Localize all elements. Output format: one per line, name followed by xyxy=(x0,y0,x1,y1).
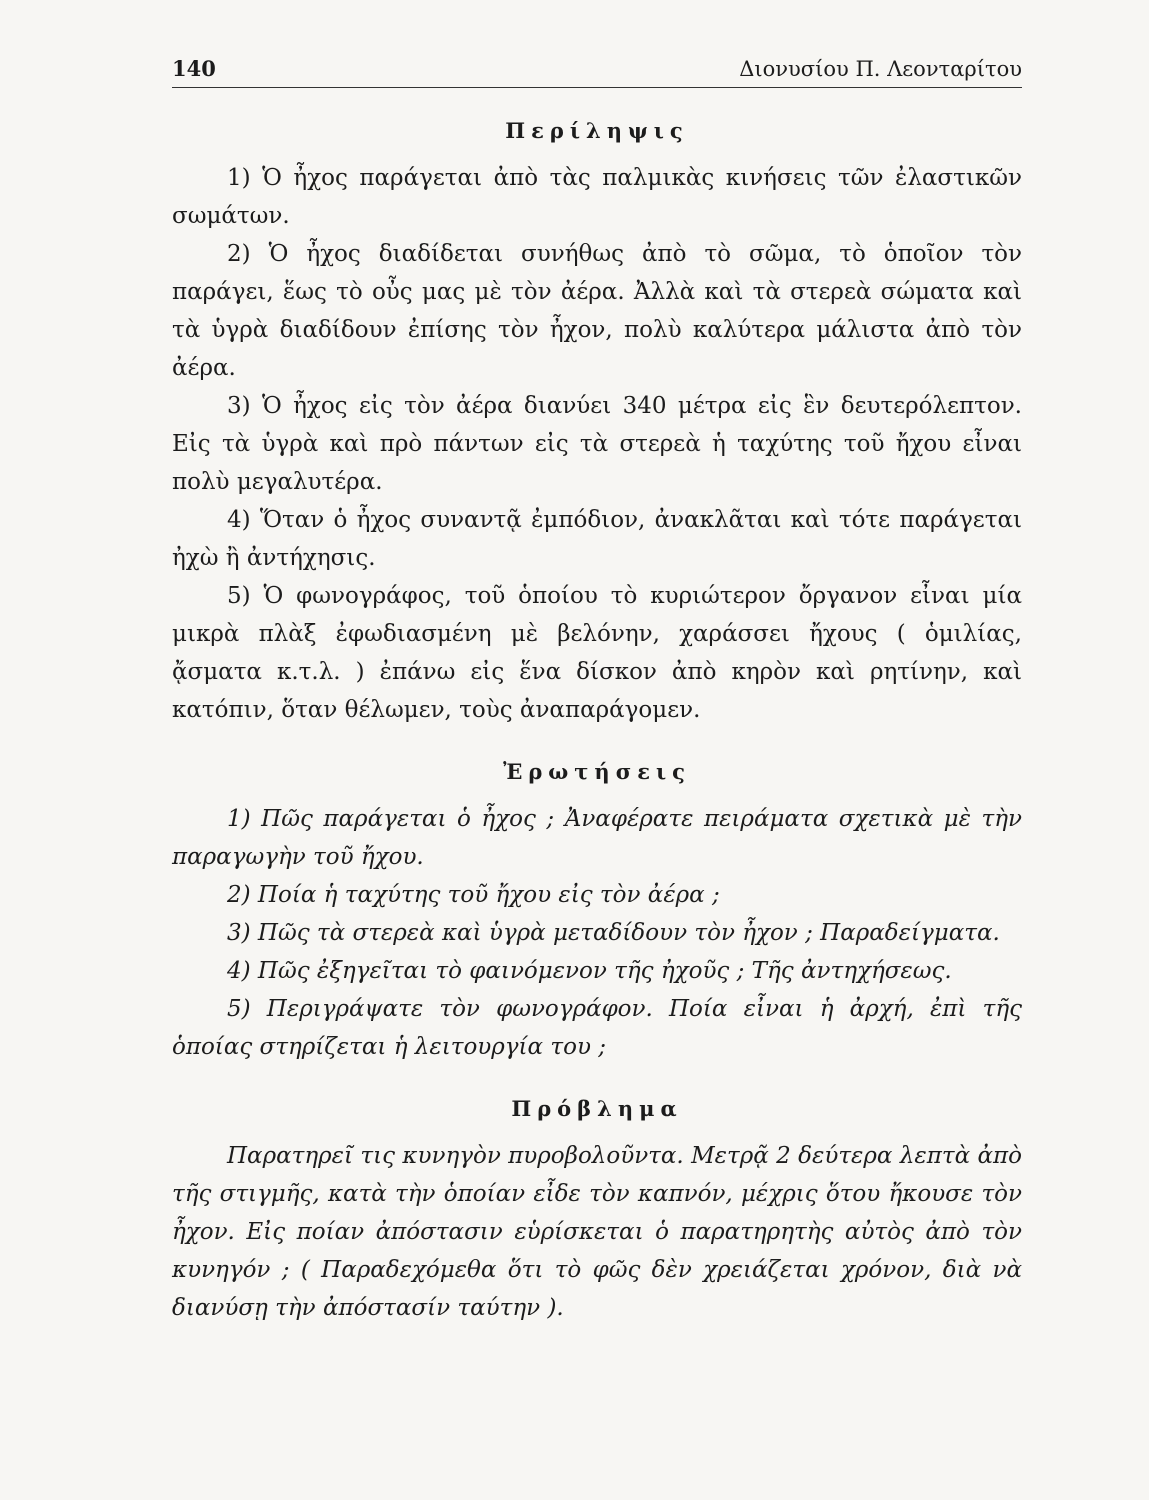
question-item: 5) Περιγράψατε τὸν φωνογράφον. Ποία εἶναι ἡ ἀρχή, ἐπὶ τῆς ὁποίας στηρίζεται ἡ λειτουργία του ; xyxy=(172,996,1022,1060)
question-item: 4) Πῶς ἐξηγεῖται τὸ φαινόμενον τῆς ἠχοῦς ; Τῆς ἀντηχήσεως. xyxy=(227,958,952,984)
book-page xyxy=(172,56,1022,1327)
summary-heading: Περίληψις xyxy=(505,118,689,143)
page-number: 140 xyxy=(172,56,216,81)
page-header xyxy=(172,56,1022,88)
summary-item: 4) Ὅταν ὁ ἦχος συναντᾷ ἐμπόδιον, ἀνακλᾶται καὶ τότε παράγεται ἠχὼ ἢ ἀντήχησις. xyxy=(172,507,1022,571)
problem-heading: Πρόβλημα xyxy=(511,1096,683,1121)
questions-section xyxy=(172,800,1022,1066)
problem-text: Παρατηρεῖ τις κυνηγὸν πυροβολοῦντα. Μετρᾷ 2 δεύτερα λεπτὰ ἀπὸ τῆς στιγμῆς, κατὰ τὴν ὁποίαν εἶδε τὸν καπνόν, μέχρις ὅτου ἤκουσε τὸν ἦχον. Εἰς ποίαν ἀπόστασιν εὑρίσκεται ὁ παρατηρητὴς αὐτὸς ἀπὸ τὸν κυνηγόν ; ( Παραδεχόμεθα ὅτι τὸ φῶς δὲν χρειάζεται χρόνον, διὰ νὰ διανύσῃ τὴν ἀπόστασίν ταύτην ). xyxy=(172,1143,1022,1321)
question-item: 1) Πῶς παράγεται ὁ ἦχος ; Ἀναφέρατε πειράματα σχετικὰ μὲ τὴν παραγωγὴν τοῦ ἤχου. xyxy=(172,806,1022,870)
summary-section xyxy=(172,159,1022,729)
summary-item: 5) Ὁ φωνογράφος, τοῦ ὁποίου τὸ κυριώτερον ὄργανον εἶναι μία μικρὰ πλὰξ ἐφωδιασμένη μὲ βελόνην, χαράσσει ἤχους ( ὁμιλίας, ᾄσματα κ.τ.λ. ) ἐπάνω εἰς ἕνα δίσκον ἀπὸ κηρὸν καὶ ρητίνην, καὶ κατόπιν, ὅταν θέλωμεν, τοὺς ἀναπαράγομεν. xyxy=(172,583,1022,723)
running-title: Διονυσίου Π. Λεονταρίτου xyxy=(739,57,1022,81)
question-item: 2) Ποία ἡ ταχύτης τοῦ ἤχου εἰς τὸν ἀέρα ; xyxy=(227,882,720,908)
summary-item: 2) Ὁ ἦχος διαδίδεται συνήθως ἀπὸ τὸ σῶμα, τὸ ὁποῖον τὸν παράγει, ἕως τὸ οὖς μας μὲ τὸν ἀέρα. Ἀλλὰ καὶ τὰ στερεὰ σώματα καὶ τὰ ὑγρὰ διαδίδουν ἐπίσης τὸν ἦχον, πολὺ καλύτερα μάλιστα ἀπὸ τὸν ἀέρα. xyxy=(172,241,1022,381)
summary-item: 3) Ὁ ἦχος εἰς τὸν ἀέρα διανύει 340 μέτρα εἰς ἓν δευτερόλεπτον. Εἰς τὰ ὑγρὰ καὶ πρὸ πάντων εἰς τὰ στερεὰ ἡ ταχύτης τοῦ ἤχου εἶναι πολὺ μεγαλυτέρα. xyxy=(172,393,1022,495)
question-item: 3) Πῶς τὰ στερεὰ καὶ ὑγρὰ μεταδίδουν τὸν ἦχον ; Παραδείγματα. xyxy=(227,920,1000,946)
summary-item: 1) Ὁ ἦχος παράγεται ἀπὸ τὰς παλμικὰς κινήσεις τῶν ἐλαστικῶν σωμάτων. xyxy=(172,165,1022,229)
questions-heading: Ἐρωτήσεις xyxy=(503,759,691,784)
